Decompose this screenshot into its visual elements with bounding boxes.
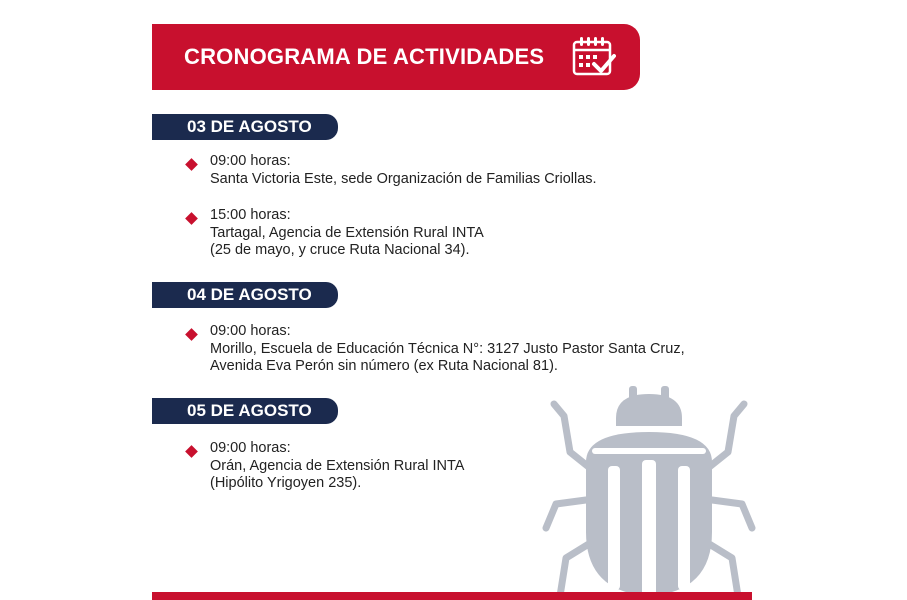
date-label: 04 DE AGOSTO (187, 285, 312, 304)
header-banner (152, 24, 640, 90)
item-text: 09:00 horas: Morillo, Escuela de Educación Técnica N°: 3127 Justo Pastor Santa Cruz, Avenida Eva Perón sin número (ex Ruta Nacional 81). (210, 323, 685, 374)
date-label: 05 DE AGOSTO (187, 401, 312, 420)
item-text: 15:00 horas: Tartagal, Agencia de Extensión Rural INTA (25 de mayo, y cruce Ruta Nacional 34). (210, 207, 484, 258)
item-text: 09:00 horas: Santa Victoria Este, sede Organización de Familias Criollas. (210, 153, 597, 187)
date-badge (152, 398, 338, 424)
calendar-check-icon (570, 34, 616, 80)
date-badge (152, 114, 338, 140)
bottom-bar (152, 592, 752, 600)
item-text: 09:00 horas: Orán, Agencia de Extensión Rural INTA (Hipólito Yrigoyen 235). (210, 440, 465, 491)
beetle-icon (538, 382, 760, 600)
page-title: CRONOGRAMA DE ACTIVIDADES (184, 44, 545, 69)
date-label: 03 DE AGOSTO (187, 117, 312, 136)
date-badge (152, 282, 338, 308)
